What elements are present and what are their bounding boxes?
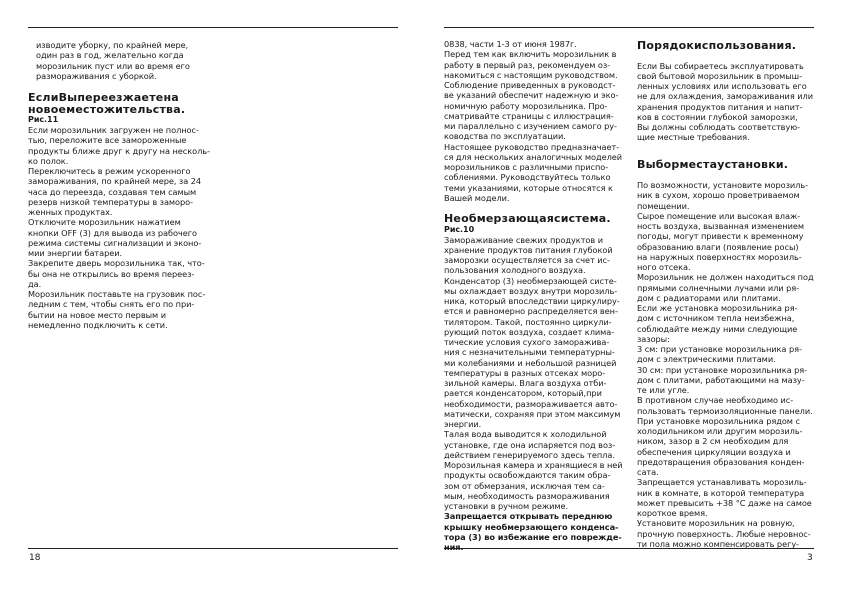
text-line: размораживания с уборкой. [36,70,157,81]
text-line: ник в сухом, хорошо проветриваемом [637,190,800,201]
text-line: женных продуктах. [28,207,113,217]
text-line: работу в первый раз, рекомендуем оз- [444,59,611,70]
top-rule-right [444,27,814,28]
text-line: те или угле. [637,385,690,395]
text-line: ность воздуха, вызванная изменением [637,221,804,231]
text-line: мии энергии батареи. [28,248,123,258]
text-line: режима системы сигнализации и эконо- [28,237,202,248]
text-line: бы она не открылись во время переез- [28,268,195,279]
text-line: рующий поток воздуха, создает клима- [444,326,615,337]
text-line: кнопки OFF (3) для вывода из рабочего [28,227,197,238]
text-line: Отключите морозильник нажатием [28,217,181,228]
text-line: продукты освобождаются таким обра- [444,470,611,481]
text-line: Установите морозильник на ровную, [637,518,795,529]
text-line: ется и равномерно распределяется вен- [444,306,618,317]
text-line: сата. [637,467,659,477]
text-line: Закрепите дверь морозильника так, что- [28,258,205,269]
text-line: хранение продуктов питания глубокой [444,244,613,255]
text-line: Запрещается устанавливать морозиль- [637,477,807,488]
text-line: дом с плитами, работающими на мазу- [637,374,805,385]
text-line: замораживания, по крайней мере, за 24 [28,176,202,187]
text-line: температуры в разных отсеках моро- [444,367,606,378]
text-line: предотвращения образования конден- [637,456,805,467]
text-line: ся для нескольких аналогичных моделей [444,151,623,162]
text-line: Перед тем как включить морозильник в [444,49,617,60]
moving-heading-line-2: новоеместожительства. [28,102,186,116]
text-line: энергии. [444,419,482,429]
nofrost-figure-ref: Рис.10 [444,224,475,234]
text-line: Замораживание свежих продуктов и [444,234,603,245]
moving-section-text [28,125,211,330]
text-line: 0838, части 1-3 от июня 1987г. [444,39,577,49]
text-line: прямыми солнечными лучами или ря- [637,282,800,293]
nofrost-heading: Необмерзающаясистема. [444,212,611,225]
text-line: образованию влаги (появление росы) [637,241,799,252]
text-line: В противном случае необходимо ис- [637,395,794,406]
text-line: Настоящее руководство предназначает- [444,141,620,152]
text-line: Морозильник не должен находиться под [637,272,814,283]
moving-heading [28,92,211,115]
text-line: короткое время. [637,508,708,518]
text-line: может превысить +38 °С даже на самое [637,497,812,508]
location-text [637,180,814,549]
text-line: теми указаниями, которые относятся к [444,182,613,193]
text-line: часа до переезда, создавая тем самым [28,186,197,197]
text-line: хранения продуктов питания и напит- [637,101,803,112]
text-line: на наружных поверхностях морозиль- [637,251,802,262]
text-line: ника, который впоследствии циркулиру- [444,296,620,306]
text-line: ти пола можно компенсировать регу- [637,538,800,549]
usage-text [637,61,814,143]
text-line: Соблюдение приведенных в руководст- [444,80,616,90]
text-line: При установке морозильника рядом с [637,415,800,426]
text-line: погоды, могут привести к временному [637,231,804,242]
nofrost-text [444,235,626,512]
text-line: Если морозильник загружен не полнос- [28,125,199,135]
text-line: дом с источником тепла неизбежна, [637,313,795,324]
text-line: холодильником или другим морозиль- [637,426,803,436]
text-line: морозильников с различными приспо- [444,162,609,172]
text-line: мы охлаждает воздух внутри морозиль- [444,285,618,296]
text-line: Если Вы собираетесь эксплуатировать [637,60,804,71]
text-line: дом с электрическими плитами. [637,354,776,365]
text-line: Вашей модели. [444,192,510,203]
text-line: не для охлаждения, замораживания или [637,91,813,102]
text-line: морозильник пуст или во время его [36,60,190,71]
text-line: да. [28,278,42,289]
text-line: ленных условиях или использовать его [637,81,807,91]
text-line: ния с незначительными температурны- [444,347,615,358]
middle-column [444,39,626,552]
text-line: необходимости, размораживается авто- [444,398,618,409]
text-line: один раз в год, желательно когда [36,50,184,61]
text-line: сматривайте страницы с иллюстрация- [444,110,614,121]
text-line: По возможности, установите морозиль- [637,180,809,190]
text-line: дом с радиаторами или плитами. [637,292,781,303]
text-line: Талая вода выводится к холодильной [444,429,607,440]
text-line: обеспечения циркуляции воздуха и [637,446,791,457]
text-line: ного отсека. [637,262,691,272]
text-line: Сырое помещение или высокая влаж- [637,210,801,221]
usage-heading: Порядокиспользования. [637,39,797,52]
text-line: тические условия сухого заморажива- [444,337,610,347]
text-line: резерв низкой температуры в заморо- [28,196,194,207]
text-line: ником, зазор в 2 см необходим для [637,436,789,447]
text-line: ков в состоянии глубокой заморозки, [637,111,798,122]
text-line: продукты ближе друг к другу на несколь- [28,145,210,156]
cleaning-continuation [28,40,211,81]
text-line: накомиться с настоящим руководством. [444,69,618,80]
nofrost-warning [444,511,626,552]
warning-line: тора (3) во избежание его поврежде- [444,531,622,542]
text-line: свой бытовой морозильник в промыш- [637,70,803,81]
text-line: ве указаний обеспечит надежную и эко- [444,90,619,101]
text-line: ми колебаниями и небольшой разницей [444,357,617,368]
text-line: заморозки осуществляется за счет ис- [444,255,610,265]
text-line: помещении. [637,200,690,211]
intro-text [444,39,626,203]
text-line: зом от обмерзания, исключая тем са- [444,480,605,491]
text-line: зильной камеры. Влага воздуха отби- [444,378,607,388]
bottom-rule-left [28,548,398,549]
text-line: ко полок. [28,155,69,166]
text-line: 30 см: при установке морозильника ря- [637,364,808,375]
text-line: немедленно подключить к сети. [28,319,168,330]
text-line: 3 см: при установке морозильника ря- [637,344,802,354]
text-line: Морозильник поставьте на грузовик пос- [28,289,206,299]
left-column [28,40,211,330]
page-number-right: 3 [807,553,813,563]
text-line: тью, переложите все замороженные [28,135,187,146]
text-line: мым, необходимость размораживания [444,490,610,501]
right-column [637,40,814,549]
text-line: Морозильная камера и хранящиеся в ней [444,460,623,470]
text-line: действием генерируемого здесь тепла. [444,449,615,460]
text-line: соблюдайте между ними следующие [637,323,798,334]
text-line: ми параллельно с изучением самого ру- [444,121,617,131]
text-line: пользования холодного воздуха. [444,265,586,276]
top-rule-left [28,27,398,28]
text-line: номичную работу морозильника. Про- [444,100,608,111]
text-line: прочную поверхность. Любые неровнос- [637,528,811,539]
warning-line: крышку необмерзающего конденса- [444,521,619,532]
text-line: соблениями. Руководствуйтесь только [444,172,611,183]
text-line: Переключитесь в режим ускоренного [28,166,191,176]
text-line: тилятором. Такой, постоянно циркули- [444,316,612,327]
warning-line: Запрещается открывать переднюю [444,511,613,522]
text-line: ледним с тем, чтобы снять его по при- [28,299,195,310]
text-line: Конденсатор (3) необмерзающей систе- [444,275,617,286]
warning-line: ния. [444,542,464,552]
text-line: зазоры: [637,333,670,344]
text-line: матически, сохраняя при этом максимум [444,408,621,419]
text-line: Вы должны соблюдать соответствую- [637,122,801,132]
text-line: рается конденсатором, который,при [444,388,602,399]
page-number-left: 18 [29,553,41,563]
location-heading: Выборместаустановки. [637,157,789,171]
text-line: установке, где она испаряется под воз- [444,439,616,450]
text-line: изводите уборку, по крайней мере, [36,40,189,50]
text-line: щие местные требования. [637,132,750,143]
text-line: бытии на новое место первым и [28,309,166,320]
moving-figure-ref: Рис.11 [28,115,59,124]
moving-heading-line-1: ЕслиВыпереезжаетена [28,91,179,104]
text-line: ник в комнате, в которой температура [637,487,805,498]
text-line: Если же установка морозильника ря- [637,303,798,313]
text-line: пользовать термоизоляционные панели. [637,405,813,416]
text-line: установки в ручном режиме. [444,501,569,511]
text-line: ководства по эксплуатации. [444,131,566,142]
